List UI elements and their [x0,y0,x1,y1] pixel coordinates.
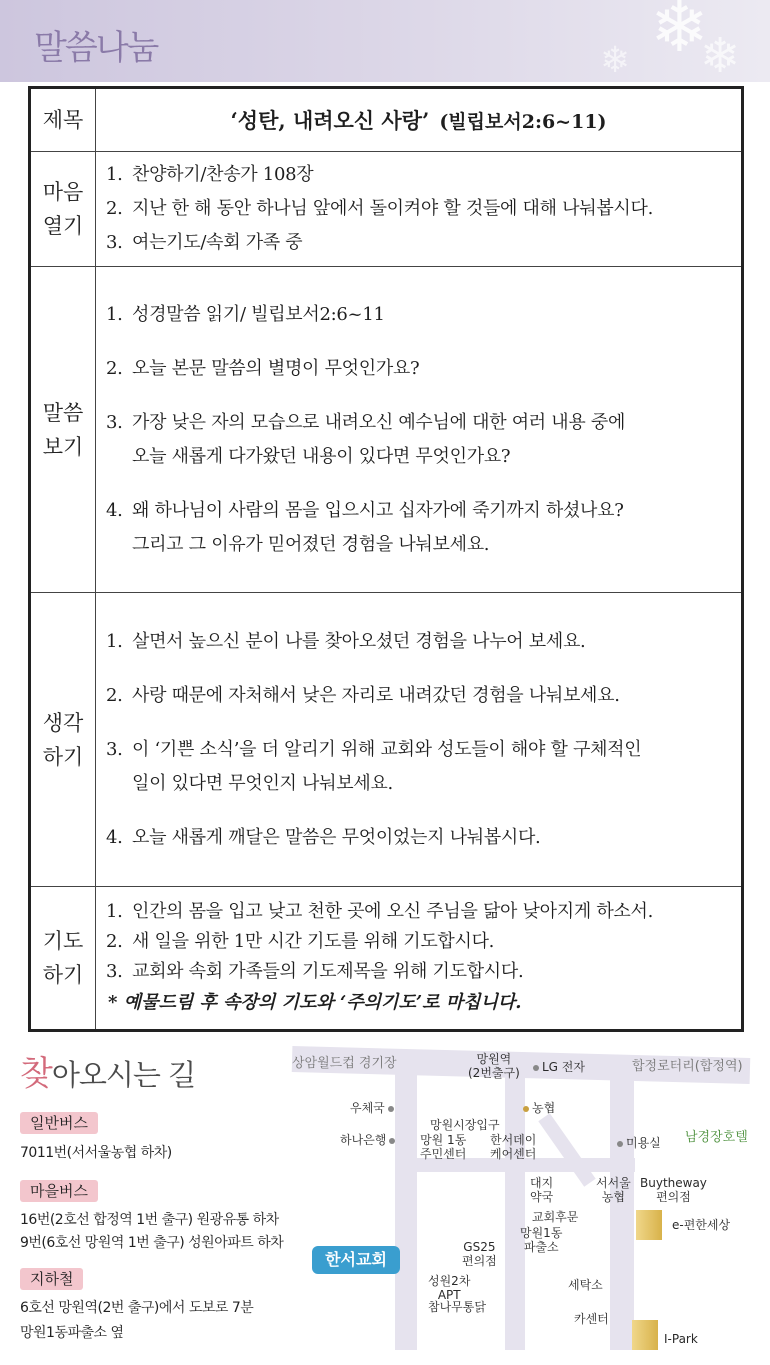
map-place: 한서데이 케어센터 [490,1133,537,1161]
section-label: 마음 열기 [30,152,96,267]
header-banner [0,0,770,82]
list-item: 4. 오늘 새롭게 깨달은 말씀은 무엇이었는지 나눠봅시다. [106,826,541,848]
list-item: 3. 이 ‘기쁜 소식’을 더 알리기 위해 교회와 성도들이 해야 할 구체적인 일이 있다면 무엇인지 나눠보세요. [106,738,642,794]
map-place: 서서울 농협 [596,1176,631,1204]
list-item: 1. 찬양하기/찬송가 108장 [106,164,314,185]
map-road-label: 합정로터리(합정역) [632,1059,743,1074]
list-item: 1. 살면서 높으신 분이 나를 찾아오셨던 경험을 나누어 보세요. [106,630,586,652]
village-bus-label: 마을버스 [20,1180,98,1202]
list-item: 2. 지난 한 해 동안 하나님 앞에서 돌이켜야 할 것들에 대해 나눠봅시다. [106,198,654,219]
section-pray [30,887,743,1031]
map-place: 농협 [532,1101,556,1115]
title-row [30,88,743,152]
map-place: 망원 1동 주민센터 [420,1133,467,1161]
list-item: 2. 새 일을 위한 1만 시간 기도를 위해 기도합시다. [106,931,495,952]
map-place: 카센터 [574,1312,609,1326]
list-item: 2. 사랑 때문에 자처해서 낮은 자리로 내려갔던 경험을 나눠보세요. [106,684,620,706]
road-vertical [395,1060,417,1350]
map-place: e-편한세상 [672,1218,731,1232]
map-place: 망원역 (2번출구) [468,1052,520,1080]
list-item: 2. 오늘 본문 말씀의 별명이 무엇인가요? [106,357,420,379]
section-content [96,152,743,267]
village-bus-line: 9번(6호선 망원역 1번 출구) 성원아파트 하차 [20,1235,284,1251]
list-item: 1. 인간의 몸을 입고 낮고 천한 곳에 오신 주님을 닮아 낮아지게 하소서. [106,901,654,922]
map-place: 우체국 [350,1101,385,1115]
map-place: 대지 약국 [530,1176,554,1204]
section-label: 기도 하기 [30,887,96,1031]
list-item: 1. 성경말씀 읽기/ 빌립보서2:6~11 [106,303,385,325]
map-place: 망원1동 파출소 [520,1226,563,1254]
snowflake-icon: ❄ [600,40,631,81]
directions-title: 찾아오시는 길 [20,1054,196,1094]
section-content [96,887,743,1031]
map-place: 성원2차 APT [428,1274,471,1302]
page-title: 말씀나눔 [34,28,158,68]
subway-line: 망원1동파출소 옆 [20,1325,124,1341]
church-marker: 한서교회 [312,1246,400,1274]
sermon-reference: (빌립보서2:6~11) [439,111,607,133]
snowflake-icon: ❄ [700,28,741,84]
list-item: 3. 가장 낮은 자의 모습으로 내려오신 예수님에 대한 여러 내용 중에 오늘 새롭게 다가왔던 내용이 있다면 무엇인가요? [106,411,626,467]
snowflake-icon: ❄ [650,0,709,68]
apartment-icon [636,1210,662,1240]
general-bus-text: 7011번(서서울농협 하차) [20,1145,172,1161]
sermon-title-text: ‘성탄, 내려오신 사랑’ [230,108,430,133]
road-vertical [610,1060,634,1350]
list-item: 3. 교회와 속회 가족들의 기도제목을 위해 기도합시다. [106,961,524,982]
title-label: 제목 [30,88,96,152]
section-label: 말씀 보기 [30,267,96,593]
map-place: 세탁소 [568,1278,603,1292]
section-think [30,593,743,887]
section-content [96,593,743,887]
sermon-title [96,88,743,152]
study-table [28,86,744,1032]
section-open-heart [30,152,743,267]
list-item: 3. 여는기도/속회 가족 중 [106,232,303,253]
section-content [96,267,743,593]
village-bus-line: 16번(2호선 합정역 1번 출구) 원광유통 하차 [20,1212,279,1228]
map-place: 교회후문 [532,1210,579,1224]
map-place: 망원시장입구 [430,1118,500,1132]
map-place: 참나무통닭 [428,1300,486,1314]
map-place: LG 전자 [542,1060,585,1074]
map-place: 미용실 [626,1136,661,1150]
map-road-label: 남경장호텔 [685,1130,748,1145]
subway-label: 지하철 [20,1268,83,1290]
list-item: 4. 왜 하나님이 사람의 몸을 입으시고 십자가에 죽기까지 하셨나요? 그리고 그 이유가 믿어졌던 경험을 나눠보세요. [106,499,624,555]
map-place: 하나은행 [340,1133,387,1147]
section-label: 생각 하기 [30,593,96,887]
map-place: GS25 편의점 [462,1240,497,1268]
subway-line: 6호선 망원역(2번 출구)에서 도보로 7분 [20,1300,254,1316]
map-road-label: 상암월드컵 경기장 [292,1056,397,1071]
apartment-icon [632,1320,658,1350]
section-read-word [30,267,743,593]
closing-note: * 예물드림 후 속장의 기도와 ‘주의기도’로 마칩니다. [108,992,522,1013]
general-bus-label: 일반버스 [20,1112,98,1134]
map-place: I-Park [664,1332,698,1346]
map-place: Buytheway 편의점 [640,1176,707,1204]
